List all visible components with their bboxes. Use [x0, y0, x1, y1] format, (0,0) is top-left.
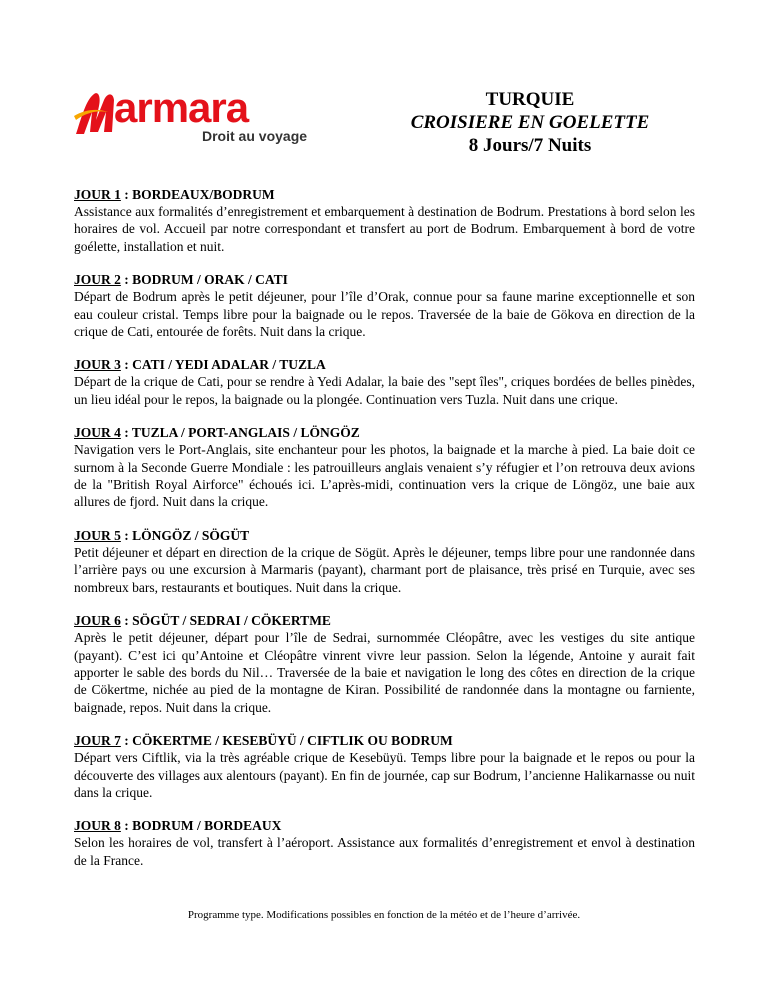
logo-wordmark: armara [114, 84, 249, 131]
day-heading [74, 356, 695, 373]
day-description: Petit déjeuner et départ en direction de la crique de Sögüt. Après le déjeuner, temps libre pour une randonnée dans l’arrière pays ou une excursion à Marmaris (payant), charmant port de plaisance, très prisé en Turquie, avec ses nombreux bars, restaurants et boutiques. Nuit dans la crique. [74, 544, 695, 595]
day-route: : BODRUM / ORAK / CATI [120, 272, 288, 288]
day-section [74, 817, 695, 869]
day-description: Navigation vers le Port-Anglais, site enchanteur pour les photos, la baignade et la marche à pied. La baie doit ce surnom à la Seconde Guerre Mondiale : les patrouilleurs anglais venaient s’y réfugier et l’on retrouva deux avions de la "British Royal Airforce" échoués ici. L’après-midi, continuation vers la crique de Löngöz, une baie aux allures de fjord. Nuit dans la crique. [74, 442, 695, 510]
day-description: Assistance aux formalités d’enregistrement et embarquement à destination de Bodrum. Prestations à bord selon les horaires de vol. Accueil par notre correspondant et transfert au port de Bodrum. Embarquement à bord de votre goélette, installation et nuit. [74, 204, 695, 254]
day-route: : BODRUM / BORDEAUX [120, 818, 282, 834]
day-description: Selon les horaires de vol, transfert à l’aéroport. Assistance aux formalités d’enregistrement et envol à destination de la France. [74, 835, 695, 868]
day-description: Après le petit déjeuner, départ pour l’île de Sedrai, surnommée Cléopâtre, avec les vestiges du site antique (payant). C’est ici qu’Antoine et Cléopâtre vinrent vivre leur passion. Selon la légende, Antoine y aurait fait apporter le sable des bords du Nil… Traversée de la baie et navigation le long des côtes en direction de la crique de Cökertme, nichée au pied de la montagne de Kiran. Possibilité de randonnée dans la montagne ou farniente, baignade, repos. Nuit dans la crique. [74, 630, 695, 715]
day-route: : SÖGÜT / SEDRAI / CÖKERTME [120, 613, 331, 629]
day-heading [74, 612, 695, 629]
day-section [74, 424, 695, 511]
day-heading [74, 271, 695, 288]
title-block [380, 88, 680, 157]
day-route: : TUZLA / PORT-ANGLAIS / LÖNGÖZ [120, 425, 360, 441]
day-heading [74, 817, 695, 834]
country-title: TURQUIE [485, 89, 575, 110]
day-label: JOUR 8 [74, 818, 121, 834]
trip-title: CROISIERE EN GOELETTE [410, 112, 650, 133]
day-heading [74, 527, 695, 544]
day-label: JOUR 2 [74, 272, 121, 288]
day-label: JOUR 3 [74, 357, 121, 373]
day-label: JOUR 7 [74, 733, 121, 749]
day-label: JOUR 4 [74, 425, 121, 441]
day-section [74, 732, 695, 801]
itinerary [74, 186, 695, 885]
logo-tagline: Droit au voyage [202, 128, 308, 144]
day-heading [74, 732, 695, 749]
day-route: : CÖKERTME / KESEBÜYÜ / CIFTLIK OU BODRUM [120, 733, 453, 749]
day-route: : CATI / YEDI ADALAR / TUZLA [120, 357, 326, 373]
marmara-logo [74, 82, 324, 154]
day-route: : LÖNGÖZ / SÖGÜT [120, 527, 250, 543]
day-description: Départ vers Ciftlik, via la très agréable crique de Kesebüyü. Temps libre pour la baignade et le repos ou pour la découverte des villages aux alentours (payant). En fin de journée, cap sur Bodrum, l’ancienne Halikarnasse ou nuit dans la crique. [74, 750, 695, 800]
day-section [74, 527, 695, 596]
day-description: Départ de la crique de Cati, pour se rendre à Yedi Adalar, la baie des "sept îles", criques bordées de belles pinèdes, un lieu idéal pour le repos, la baignade ou la plongée. Continuation vers Tuzla. Nuit dans une crique. [74, 374, 695, 407]
duration-title: 8 Jours/7 Nuits [468, 135, 592, 156]
day-label: JOUR 1 [74, 187, 121, 202]
day-section [74, 271, 695, 340]
day-description: Départ de Bodrum après le petit déjeuner, pour l’île d’Orak, connue pour sa faune marine exceptionnelle et son eau couleur cristal. Temps libre pour la baignade ou le repos. Traversée de la baie de Gökova en direction de la crique de Cati, entourée de forêts. Nuit dans la crique. [74, 289, 695, 340]
day-section [74, 356, 695, 408]
day-heading [74, 424, 695, 441]
day-label: JOUR 5 [74, 527, 121, 543]
day-section [74, 612, 695, 716]
day-route: : BORDEAUX/BODRUM [120, 187, 275, 202]
day-label: JOUR 6 [74, 613, 121, 629]
day-heading [74, 186, 695, 203]
footer-note: Programme type. Modifications possibles en fonction de la météo et de l’heure d’arrivée. [187, 909, 581, 921]
day-section [74, 186, 695, 255]
